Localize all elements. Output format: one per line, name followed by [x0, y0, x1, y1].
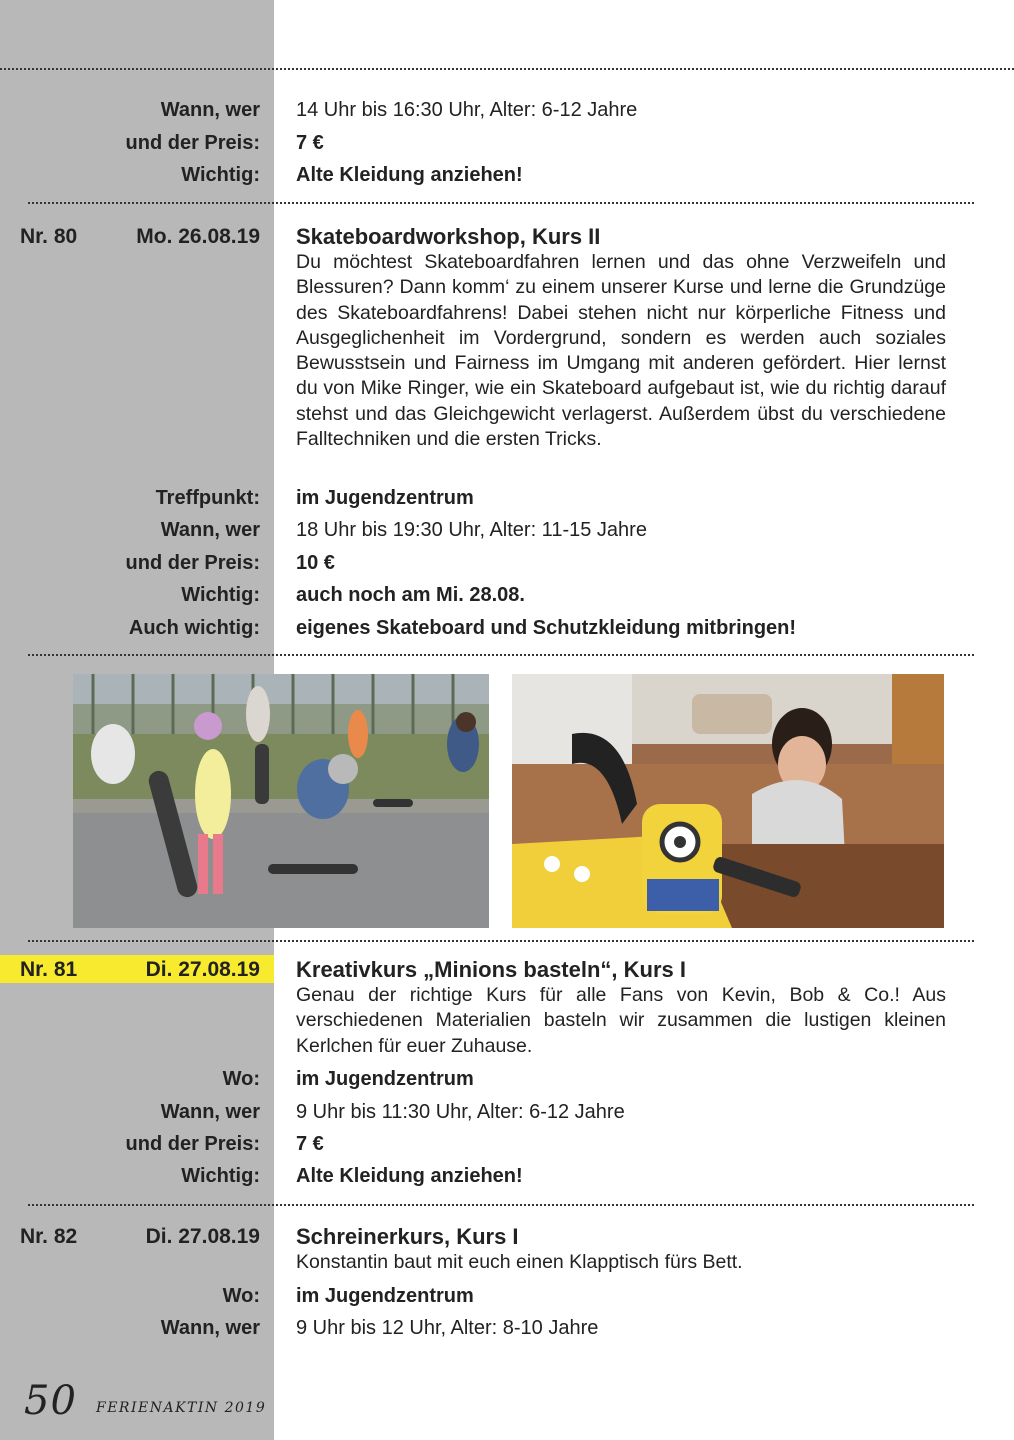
course-date: Di. 27.08.19 [145, 958, 260, 981]
course-date: Mo. 26.08.19 [136, 225, 260, 248]
divider [28, 1204, 974, 1206]
row-label: Wann, wer [160, 1317, 260, 1339]
row-value: 18 Uhr bis 19:30 Uhr, Alter: 11-15 Jahre [296, 519, 647, 541]
row-label: Wo: [222, 1285, 260, 1307]
row-label: Auch wichtig: [128, 617, 260, 639]
row-label: und der Preis: [125, 552, 260, 574]
row-value: auch noch am Mi. 28.08. [296, 584, 525, 606]
course-number: Nr. 82 [20, 1225, 78, 1248]
divider [0, 68, 1014, 70]
row-value: Alte Kleidung anziehen! [296, 164, 523, 186]
row-value: im Jugendzentrum [296, 1285, 474, 1307]
row-value: Alte Kleidung anziehen! [296, 1165, 523, 1187]
row-label: Wann, wer [160, 1101, 260, 1123]
divider [28, 654, 974, 656]
course-date: Di. 27.08.19 [145, 1225, 260, 1248]
minion-craft-photo [512, 674, 944, 928]
row-value: eigenes Skateboard und Schutzkleidung mitbringen! [296, 617, 797, 639]
row-label: Wann, wer [160, 519, 260, 541]
course-description: Genau der richtige Kurs für alle Fans von Kevin, Bob & Co.! Aus verschiedenen Materialien basteln wir zusammen die lustigen kleinen Kerlchen für euer Zuhause. [296, 984, 946, 1057]
row-label: Wichtig: [181, 584, 260, 606]
row-label: Wann, wer [160, 99, 260, 121]
skateboard-photo [73, 674, 489, 928]
row-value: 9 Uhr bis 11:30 Uhr, Alter: 6-12 Jahre [296, 1101, 625, 1123]
row-label: Wichtig: [181, 164, 260, 186]
row-value: 10 € [296, 552, 335, 574]
row-label: Wo: [222, 1068, 260, 1090]
divider [28, 940, 974, 942]
course-number: Nr. 80 [20, 225, 78, 248]
row-value: 9 Uhr bis 12 Uhr, Alter: 8-10 Jahre [296, 1317, 599, 1339]
row-value: im Jugendzentrum [296, 487, 474, 509]
row-label: und der Preis: [125, 132, 260, 154]
course-description: Du möchtest Skateboardfahren lernen und das ohne Verzweifeln und Blessuren? Dann komm‘ zu einem unserer Kurse und lerne die Grundzüge des Skateboardfahrens! Dabei stehen nicht nur körperliche Fitness und Ausgeglichenheit im Vordergrund, sondern es werden auch soziales Bewusstsein und Fairness im Umgang mit anderen gefördert. Hier lernst du von Mike Ringer, wie ein Skateboard aufgebaut ist, wie du richtig darauf stehst und das Gleichgewicht verlagerst. Außerdem übst du verschiedene Falltechniken und die ersten Tricks. [296, 251, 946, 451]
row-label: Treffpunkt: [155, 487, 260, 509]
course-title: Skateboardworkshop, Kurs II [296, 224, 601, 249]
row-value: 7 € [296, 1133, 324, 1155]
row-value: 14 Uhr bis 16:30 Uhr, Alter: 6-12 Jahre [296, 99, 638, 121]
course-number: Nr. 81 [20, 958, 78, 981]
row-label: und der Preis: [125, 1133, 260, 1155]
row-label: Wichtig: [181, 1165, 260, 1187]
course-description: Konstantin baut mit euch einen Klapptisch fürs Bett. [296, 1251, 743, 1273]
row-value: im Jugendzentrum [296, 1068, 474, 1090]
course-title: Schreinerkurs, Kurs I [296, 1224, 519, 1249]
course-title: Kreativkurs „Minions basteln“, Kurs I [296, 957, 686, 982]
publication-name: FERIENAKTIN 2019 [96, 1400, 267, 1416]
divider [28, 202, 974, 204]
page-number: 50 [24, 1378, 77, 1424]
row-value: 7 € [296, 132, 324, 154]
